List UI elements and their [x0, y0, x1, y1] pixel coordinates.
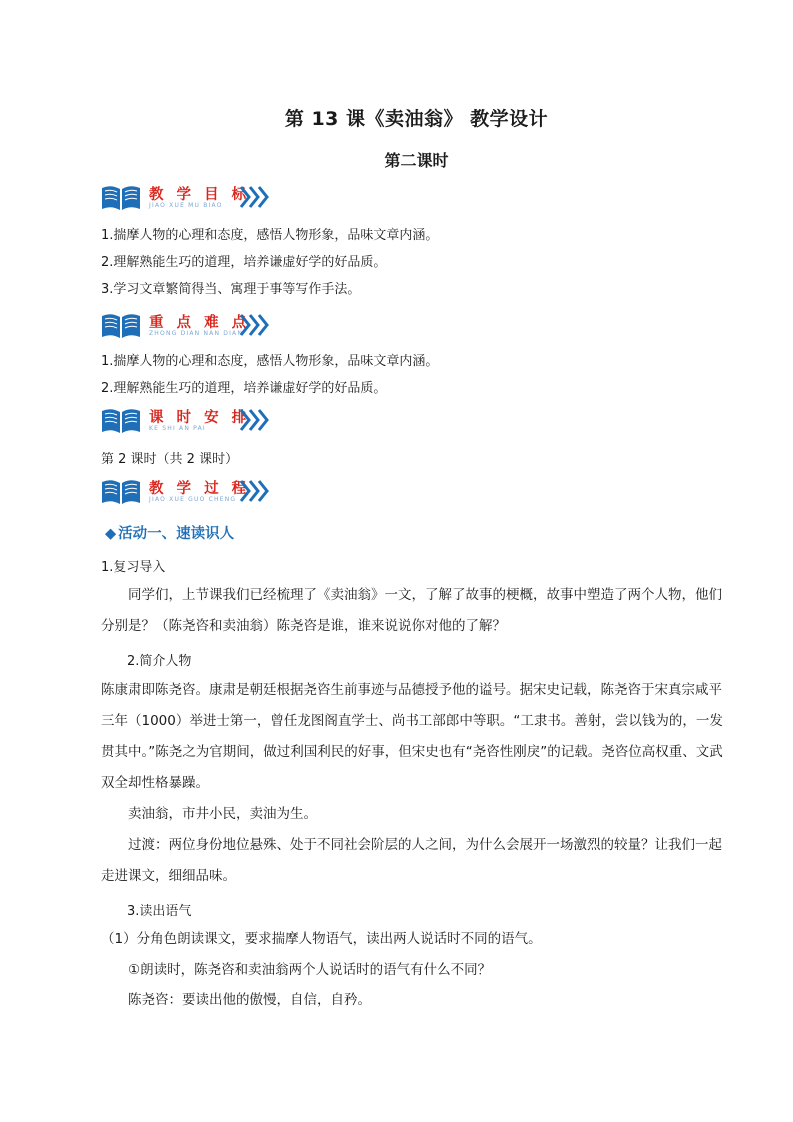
banner-teaching-process [101, 476, 271, 508]
open-book-icon [101, 312, 141, 340]
triple-chevron-icon [239, 478, 269, 504]
paragraph: 陈康肃即陈尧咨。康肃是朝廷根据尧咨生前事迹与品德授予他的谥号。据宋史记载，陈尧咨于宋真宗咸平三年（1000）举进士第一，曾任龙图阁直学士、尚书工部郎中等职。“工隶书。善射，尝以钱为的，一发贯其中。”陈尧之为官期间，做过利国利民的好事，但宋史也有“尧咨性刚戾”的记载。尧咨位高权重、文武双全却性格暴躁。 [101, 682, 723, 791]
diamond-icon: ◆ [105, 526, 117, 542]
triple-chevron-icon [239, 312, 269, 338]
paragraph: 陈尧咨：要读出他的傲慢，自信，自矜。 [128, 992, 371, 1008]
key-point-item: 1.揣摩人物的心理和态度，感悟人物形象，品味文章内涵。 [101, 354, 439, 369]
section-title: 2.简介人物 [127, 654, 192, 669]
paragraph: ①朗读时，陈尧咨和卖油翁两个人说话时的语气有什么不同？ [128, 962, 492, 978]
triple-chevron-icon [239, 184, 269, 210]
goal-item: 1.揣摩人物的心理和态度，感悟人物形象，品味文章内涵。 [101, 228, 439, 243]
key-point-item: 2.理解熟能生巧的道理，培养谦虚好学的好品质。 [101, 381, 387, 396]
banner-title: 教 学 目 标 [149, 187, 251, 203]
activity-heading [105, 522, 234, 543]
banner-schedule [101, 405, 271, 437]
schedule-text: 第 2 课时（共 2 课时） [101, 452, 239, 467]
banner-title: 教 学 过 程 [149, 481, 251, 497]
banner-pinyin: JIAO XUE GUO CHENG [149, 496, 237, 503]
goal-item: 3.学习文章繁简得当、寓理于事等写作手法。 [101, 282, 361, 297]
banner-teaching-goals [101, 182, 271, 214]
banner-title: 重 点 难 点 [149, 315, 251, 331]
banner-key-points [101, 310, 271, 342]
paragraph: 同学们，上节课我们已经梳理了《卖油翁》一文，了解了故事的梗概，故事中塑造了两个人物，他们分别是？（陈尧咨和卖油翁）陈尧咨是谁，谁来说说你对他的了解？ [101, 587, 722, 634]
paragraph: 卖油翁，市井小民，卖油为生。 [128, 806, 317, 822]
banner-pinyin: ZHONG DIAN NAN DIAN [149, 330, 244, 337]
goal-item: 2.理解熟能生巧的道理，培养谦虚好学的好品质。 [101, 255, 387, 270]
triple-chevron-icon [239, 407, 269, 433]
activity-title: 活动一、速读识人 [118, 526, 235, 542]
banner-pinyin: KE SHI AN PAI [149, 425, 206, 432]
banner-pinyin: JIAO XUE MU BIAO [149, 202, 223, 209]
section-title: 3.读出语气 [127, 904, 192, 919]
open-book-icon [101, 407, 141, 435]
paragraph: （1）分角色朗读课文，要求揣摩人物语气，读出两人说话时不同的语气。 [101, 931, 542, 947]
page-title: 第 13 课《卖油翁》 教学设计 [284, 108, 549, 130]
section-title: 1.复习导入 [101, 560, 166, 575]
open-book-icon [101, 478, 141, 506]
banner-title: 课 时 安 排 [149, 410, 251, 426]
open-book-icon [101, 184, 141, 212]
page-subtitle: 第二课时 [384, 151, 449, 170]
paragraph: 过渡：两位身份地位悬殊、处于不同社会阶层的人之间，为什么会展开一场激烈的较量？让我们一起走进课文，细细品味。 [101, 837, 722, 884]
